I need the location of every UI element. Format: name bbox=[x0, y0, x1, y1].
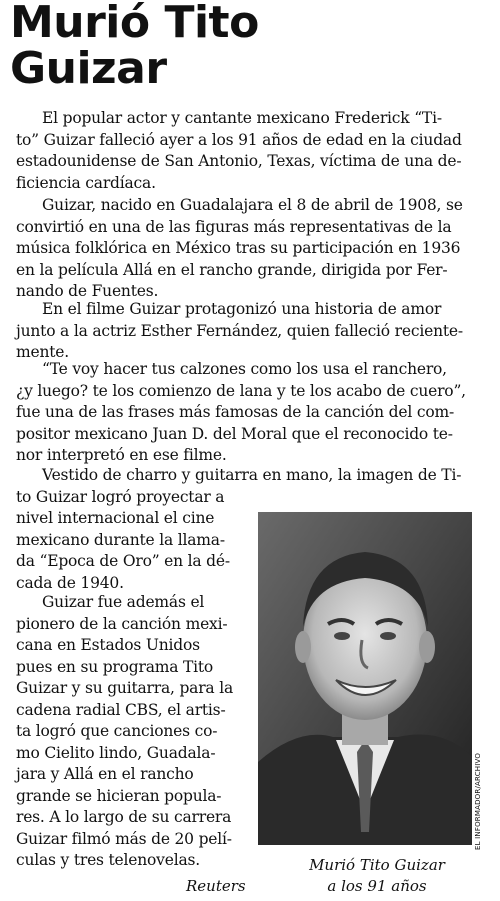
text-line: ¿y luego? te los comienzo de lana y te los acabo de cuero”, bbox=[16, 381, 466, 400]
photo-credit: EL INFORMADOR/ARCHIVO bbox=[474, 752, 482, 850]
text-line: grande se hicieran popula- bbox=[16, 786, 222, 805]
text-line: ta logró que canciones co- bbox=[16, 722, 218, 740]
text-line: nivel internacional el cine bbox=[16, 509, 215, 527]
text-line: cada de 1940. bbox=[16, 573, 124, 592]
text-line: nando de Fuentes. bbox=[16, 282, 159, 300]
text-line: en la película Allá en el rancho grande, dirigida por Fer- bbox=[16, 260, 448, 279]
text-line: ficiencia cardíaca. bbox=[16, 173, 156, 192]
paragraph-6 bbox=[16, 592, 246, 872]
text-line: En el filme Guizar protagonizó una historia de amor bbox=[42, 300, 442, 318]
photo-caption bbox=[272, 855, 482, 897]
text-line: nor interpretó en ese filme. bbox=[16, 446, 227, 464]
text-line: mexicano durante la llama- bbox=[16, 530, 225, 549]
headline bbox=[10, 0, 490, 92]
text-line: mo Cielito lindo, Guadala- bbox=[16, 743, 216, 762]
text-line: Guizar fue además el bbox=[42, 593, 205, 611]
paragraph-2 bbox=[16, 195, 486, 303]
caption-line-2: a los 91 años bbox=[327, 877, 427, 895]
text-line: cadena radial CBS, el artis- bbox=[16, 700, 226, 719]
text-line: to” Guizar falleció ayer a los 91 años de edad en la ciudad bbox=[16, 130, 462, 149]
news-source: Reuters bbox=[186, 877, 246, 895]
text-line: mente. bbox=[16, 343, 69, 361]
text-line: da “Epoca de Oro” en la dé- bbox=[16, 552, 230, 570]
text-line: cana en Estados Unidos bbox=[16, 636, 200, 654]
paragraph-3 bbox=[16, 299, 486, 364]
text-line: positor mexicano Juan D. del Moral que el reconocido te- bbox=[16, 424, 453, 443]
text-line: Guizar y su guitarra, para la bbox=[16, 679, 233, 697]
text-line: Vestido de charro y guitarra en mano, la imagen de Ti- bbox=[42, 466, 462, 484]
text-line: pues en su programa Tito bbox=[16, 657, 214, 676]
portrait-photo bbox=[258, 512, 472, 845]
text-line: El popular actor y cantante mexicano Frederick “Ti- bbox=[42, 109, 442, 127]
text-line: música folklórica en México tras su participación en 1936 bbox=[16, 239, 461, 257]
text-line: res. A lo largo de su carrera bbox=[16, 808, 232, 826]
text-line: culas y tres telenovelas. bbox=[16, 851, 200, 869]
text-line: jara y Allá en el rancho bbox=[16, 765, 194, 783]
caption-line-1: Murió Tito Guizar bbox=[309, 856, 445, 874]
text-line: to Guizar logró proyectar a bbox=[16, 487, 225, 506]
paragraph-1 bbox=[16, 108, 486, 194]
text-line: pionero de la canción mexi- bbox=[16, 614, 228, 633]
headline-line-2: Guizar bbox=[10, 43, 167, 94]
text-line: estadounidense de San Antonio, Texas, víctima de una de- bbox=[16, 152, 462, 170]
text-line: Guizar filmó más de 20 pelí- bbox=[16, 829, 232, 848]
text-line: “Te voy hacer tus calzones como los usa el ranchero, bbox=[42, 360, 447, 378]
text-line: convirtió en una de las figuras más representativas de la bbox=[16, 217, 452, 236]
headline-line-1: Murió Tito bbox=[10, 0, 259, 48]
paragraph-4 bbox=[16, 359, 486, 467]
text-line: junto a la actriz Esther Fernández, quien falleció reciente- bbox=[16, 321, 463, 340]
text-line: fue una de las frases más famosas de la canción del com- bbox=[16, 403, 455, 421]
portrait-illustration bbox=[258, 512, 472, 845]
text-line: Guizar, nacido en Guadalajara el 8 de abril de 1908, se bbox=[42, 196, 463, 214]
